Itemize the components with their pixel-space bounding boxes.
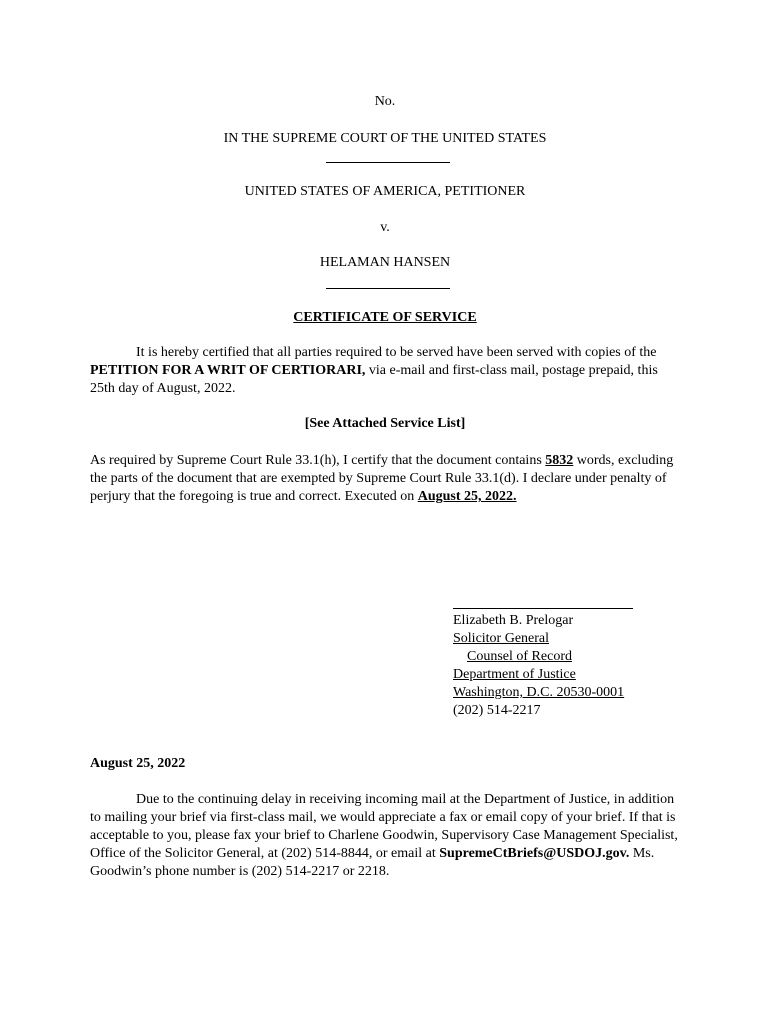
signature-block bbox=[453, 612, 624, 720]
versus: v. bbox=[380, 220, 390, 235]
service-text-b: via e-mail and first-class mail, postage prepaid, this 25th day of August, 2022. bbox=[90, 363, 658, 396]
signer-address: Washington, D.C. 20530-0001 bbox=[453, 685, 625, 700]
word-count-text-a: As required by Supreme Court Rule 33.1(h), I certify that the document contains bbox=[90, 453, 546, 468]
service-paragraph bbox=[90, 344, 680, 398]
notice-paragraph bbox=[90, 791, 680, 881]
court-name: IN THE SUPREME COURT OF THE UNITED STATES bbox=[223, 131, 547, 146]
attached-service-list: [See Attached Service List] bbox=[304, 416, 466, 431]
caption-rule-2 bbox=[326, 288, 450, 289]
notice-text-b: Ms. Goodwin’s phone number is (202) 514-2217 or 2218. bbox=[90, 846, 655, 879]
notice-text-a: Due to the continuing delay in receiving incoming mail at the Department of Justice, in addition to mailing your brief via first-class mail, we would appreciate a fax or email copy of your brief. If that is acceptable to you, please fax your brief to Charlene Goodwin, Supervisory Case Management Specialist, Office of the Solicitor General, at (202) 514-8844, or email at bbox=[90, 792, 678, 861]
petitioner-line: UNITED STATES OF AMERICA, PETITIONER bbox=[244, 184, 526, 199]
signer-role: Counsel of Record bbox=[467, 649, 572, 664]
certificate-heading: CERTIFICATE OF SERVICE bbox=[293, 310, 477, 325]
signer-name: Elizabeth B. Prelogar bbox=[453, 613, 574, 628]
document-title: PETITION FOR A WRIT OF CERTIORARI, bbox=[90, 363, 366, 378]
case-number: No. bbox=[374, 94, 396, 109]
caption-rule-1 bbox=[326, 162, 450, 163]
executed-date: August 25, 2022. bbox=[417, 489, 517, 504]
notice-email: SupremeCtBriefs@USDOJ.gov. bbox=[439, 846, 630, 861]
word-count-paragraph bbox=[90, 452, 680, 506]
signer-phone: (202) 514-2217 bbox=[453, 703, 541, 718]
notice-date: August 25, 2022 bbox=[90, 756, 186, 771]
respondent-line: HELAMAN HANSEN bbox=[319, 255, 451, 270]
signature-line bbox=[453, 608, 633, 609]
word-count-text-b: words, excluding the parts of the document that are exempted by Supreme Court Rule 33.1(d). I declare under penalty of perjury that the foregoing is true and correct. Executed on bbox=[90, 453, 674, 504]
service-text-a: It is hereby certified that all parties required to be served have been served with copies of the bbox=[136, 345, 657, 360]
word-count: 5832 bbox=[545, 453, 574, 468]
signer-title: Solicitor General bbox=[453, 631, 550, 646]
signer-department: Department of Justice bbox=[453, 667, 576, 682]
